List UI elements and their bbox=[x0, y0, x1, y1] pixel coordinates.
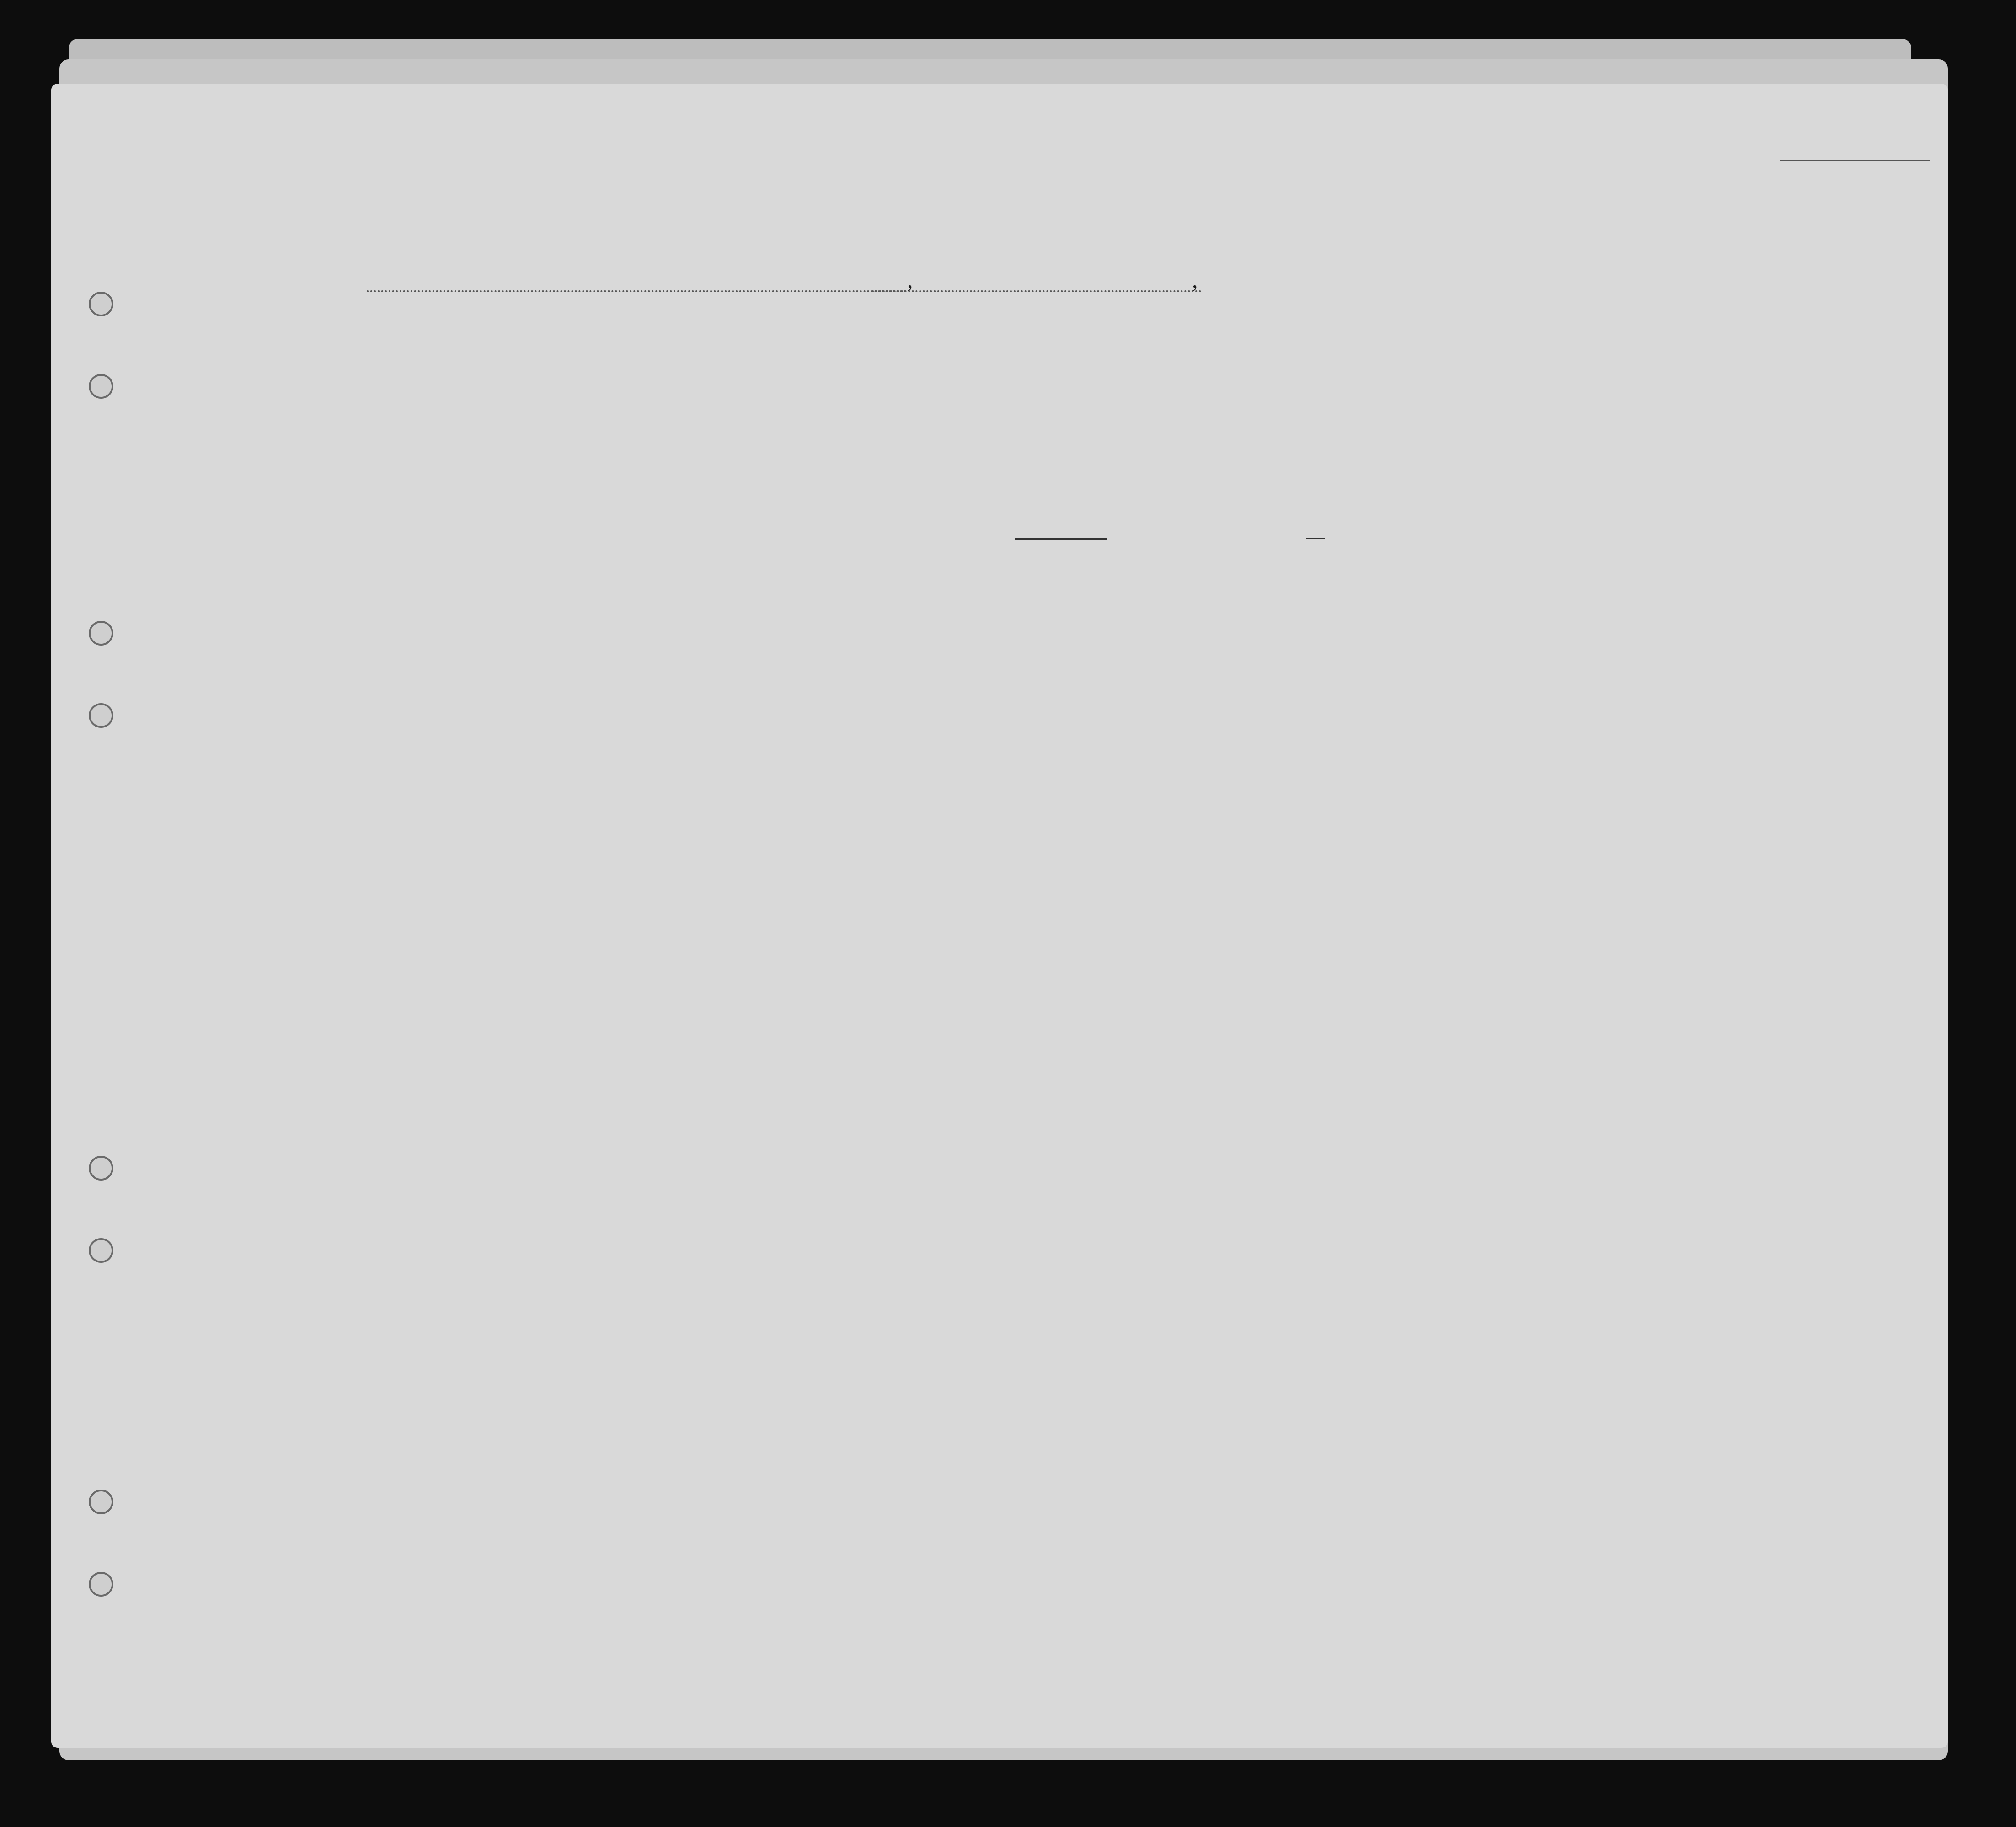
header-labor-offer bbox=[1463, 353, 1499, 555]
strike-through bbox=[1306, 538, 1325, 539]
list-line bbox=[1780, 160, 1930, 161]
header-fifty-dollars bbox=[727, 353, 754, 555]
header-polygamist bbox=[1358, 353, 1381, 555]
comma: , bbox=[907, 267, 913, 293]
header-citizen-intent bbox=[1285, 376, 1310, 555]
binder-hole bbox=[89, 1572, 113, 1597]
binder-hole bbox=[89, 1490, 113, 1514]
header-feet bbox=[1668, 445, 1688, 550]
header-return-intent bbox=[1212, 376, 1255, 555]
binder-hole bbox=[89, 292, 113, 316]
port-line bbox=[367, 290, 906, 292]
binder-hole bbox=[89, 374, 113, 399]
binder-hole bbox=[89, 1156, 113, 1181]
binder-hole bbox=[89, 621, 113, 646]
header-excluded bbox=[1503, 353, 1523, 555]
header-length-stay bbox=[1257, 376, 1283, 555]
header-q28 bbox=[1410, 353, 1460, 555]
binder-hole bbox=[89, 1238, 113, 1263]
header-prison bbox=[1315, 353, 1353, 555]
header-ticket bbox=[592, 353, 629, 555]
date-line bbox=[872, 290, 1201, 292]
header-inches bbox=[1693, 445, 1713, 550]
header-anarchist bbox=[1384, 353, 1407, 555]
strike-through bbox=[1015, 538, 1107, 540]
manifest-page bbox=[51, 84, 1948, 1748]
header-arrested bbox=[1524, 353, 1545, 555]
comma: , bbox=[1192, 267, 1198, 293]
binder-hole bbox=[89, 703, 113, 728]
